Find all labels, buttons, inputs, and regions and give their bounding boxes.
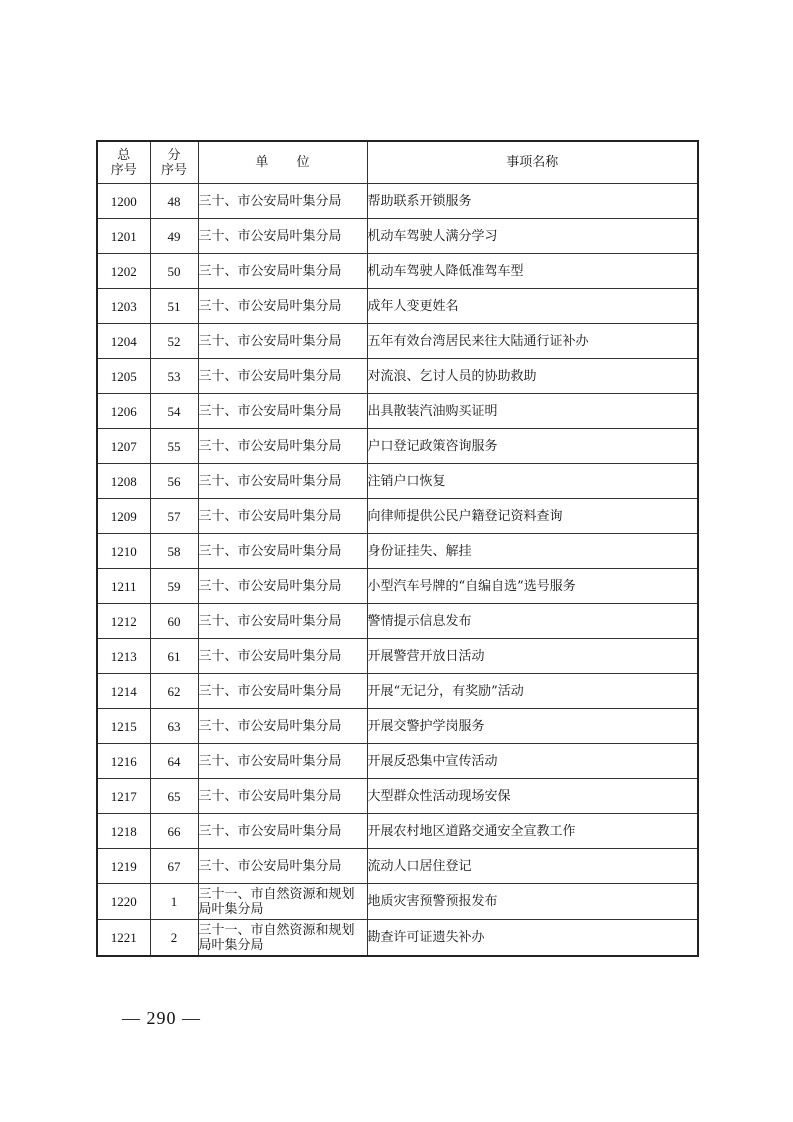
unit-cell: 三十、市公安局叶集分局: [198, 359, 367, 394]
total-seq-cell: 1210: [97, 534, 150, 569]
table-row: [97, 464, 698, 499]
sub-seq-cell: 2: [150, 920, 198, 957]
table-row: [97, 429, 698, 464]
table-row: [97, 744, 698, 779]
sub-seq-cell: 62: [150, 674, 198, 709]
table-row: [97, 569, 698, 604]
total-seq-cell: 1221: [97, 920, 150, 957]
item-name-cell: 身份证挂失、解挂: [367, 534, 698, 569]
table-row: [97, 184, 698, 219]
sub-seq-cell: 65: [150, 779, 198, 814]
item-name-cell: 开展反恐集中宣传活动: [367, 744, 698, 779]
unit-cell: 三十一、市自然资源和规划局叶集分局: [198, 884, 367, 920]
total-seq-cell: 1217: [97, 779, 150, 814]
total-seq-cell: 1211: [97, 569, 150, 604]
total-seq-cell: 1213: [97, 639, 150, 674]
unit-cell: 三十、市公安局叶集分局: [198, 254, 367, 289]
item-name-cell: 勘查许可证遗失补办: [367, 920, 698, 957]
sub-seq-cell: 52: [150, 324, 198, 359]
unit-cell: 三十、市公安局叶集分局: [198, 709, 367, 744]
sub-seq-cell: 58: [150, 534, 198, 569]
total-seq-cell: 1205: [97, 359, 150, 394]
item-name-cell: 开展农村地区道路交通安全宣教工作: [367, 814, 698, 849]
total-seq-cell: 1209: [97, 499, 150, 534]
unit-cell: 三十、市公安局叶集分局: [198, 744, 367, 779]
item-name-cell: 大型群众性活动现场安保: [367, 779, 698, 814]
unit-cell: 三十、市公安局叶集分局: [198, 499, 367, 534]
header-total-seq: 总 序号: [97, 141, 150, 184]
total-seq-cell: 1216: [97, 744, 150, 779]
total-seq-cell: 1219: [97, 849, 150, 884]
table-row: [97, 324, 698, 359]
table-row: [97, 289, 698, 324]
item-name-cell: 开展警营开放日活动: [367, 639, 698, 674]
sub-seq-cell: 49: [150, 219, 198, 254]
item-name-cell: 向律师提供公民户籍登记资料查询: [367, 499, 698, 534]
sub-seq-cell: 50: [150, 254, 198, 289]
unit-cell: 三十、市公安局叶集分局: [198, 814, 367, 849]
item-name-cell: 小型汽车号牌的“自编自选”选号服务: [367, 569, 698, 604]
unit-cell: 三十、市公安局叶集分局: [198, 604, 367, 639]
sub-seq-cell: 54: [150, 394, 198, 429]
unit-cell: 三十、市公安局叶集分局: [198, 289, 367, 324]
item-name-cell: 流动人口居住登记: [367, 849, 698, 884]
sub-seq-cell: 66: [150, 814, 198, 849]
table-row: [97, 534, 698, 569]
unit-cell: 三十、市公安局叶集分局: [198, 429, 367, 464]
total-seq-cell: 1201: [97, 219, 150, 254]
item-name-cell: 成年人变更姓名: [367, 289, 698, 324]
item-name-cell: 注销户口恢复: [367, 464, 698, 499]
table-body: [97, 184, 698, 957]
total-seq-cell: 1214: [97, 674, 150, 709]
unit-cell: 三十、市公安局叶集分局: [198, 219, 367, 254]
header-sub-seq: 分 序号: [150, 141, 198, 184]
total-seq-cell: 1212: [97, 604, 150, 639]
unit-cell: 三十、市公安局叶集分局: [198, 779, 367, 814]
total-seq-cell: 1206: [97, 394, 150, 429]
sub-seq-cell: 59: [150, 569, 198, 604]
page-number: — 290 —: [122, 1008, 201, 1028]
total-seq-cell: 1207: [97, 429, 150, 464]
service-items-table: [96, 140, 699, 957]
item-name-cell: 开展“无记分，有奖励”活动: [367, 674, 698, 709]
unit-cell: 三十、市公安局叶集分局: [198, 639, 367, 674]
item-name-cell: 地质灾害预警预报发布: [367, 884, 698, 920]
total-seq-cell: 1200: [97, 184, 150, 219]
table-row: [97, 709, 698, 744]
table-row: [97, 219, 698, 254]
sub-seq-cell: 61: [150, 639, 198, 674]
total-seq-cell: 1218: [97, 814, 150, 849]
total-seq-cell: 1208: [97, 464, 150, 499]
unit-cell: 三十、市公安局叶集分局: [198, 184, 367, 219]
item-name-cell: 帮助联系开锁服务: [367, 184, 698, 219]
sub-seq-cell: 55: [150, 429, 198, 464]
item-name-cell: 警情提示信息发布: [367, 604, 698, 639]
table-header-row: [97, 141, 698, 184]
sub-seq-cell: 60: [150, 604, 198, 639]
table-row: [97, 604, 698, 639]
table-row: [97, 499, 698, 534]
sub-seq-cell: 57: [150, 499, 198, 534]
unit-cell: 三十、市公安局叶集分局: [198, 674, 367, 709]
unit-cell: 三十、市公安局叶集分局: [198, 849, 367, 884]
table-row: [97, 394, 698, 429]
item-name-cell: 机动车驾驶人满分学习: [367, 219, 698, 254]
header-item-name: 事项名称: [367, 141, 698, 184]
sub-seq-cell: 56: [150, 464, 198, 499]
table-row: [97, 779, 698, 814]
sub-seq-cell: 67: [150, 849, 198, 884]
unit-cell: 三十、市公安局叶集分局: [198, 534, 367, 569]
table-row: [97, 254, 698, 289]
sub-seq-cell: 51: [150, 289, 198, 324]
table-row: [97, 639, 698, 674]
table-row: [97, 359, 698, 394]
sub-seq-cell: 63: [150, 709, 198, 744]
unit-cell: 三十、市公安局叶集分局: [198, 324, 367, 359]
item-name-cell: 户口登记政策咨询服务: [367, 429, 698, 464]
table-row: [97, 849, 698, 884]
total-seq-cell: 1215: [97, 709, 150, 744]
table-row: [97, 920, 698, 957]
table-row: [97, 674, 698, 709]
sub-seq-cell: 64: [150, 744, 198, 779]
sub-seq-cell: 1: [150, 884, 198, 920]
total-seq-cell: 1203: [97, 289, 150, 324]
unit-cell: 三十、市公安局叶集分局: [198, 569, 367, 604]
unit-cell: 三十一、市自然资源和规划局叶集分局: [198, 920, 367, 957]
item-name-cell: 开展交警护学岗服务: [367, 709, 698, 744]
unit-cell: 三十、市公安局叶集分局: [198, 394, 367, 429]
total-seq-cell: 1220: [97, 884, 150, 920]
total-seq-cell: 1204: [97, 324, 150, 359]
unit-cell: 三十、市公安局叶集分局: [198, 464, 367, 499]
total-seq-cell: 1202: [97, 254, 150, 289]
header-unit: 单 位: [198, 141, 367, 184]
sub-seq-cell: 48: [150, 184, 198, 219]
table-row: [97, 814, 698, 849]
table-row: [97, 884, 698, 920]
sub-seq-cell: 53: [150, 359, 198, 394]
item-name-cell: 五年有效台湾居民来往大陆通行证补办: [367, 324, 698, 359]
item-name-cell: 机动车驾驶人降低准驾车型: [367, 254, 698, 289]
item-name-cell: 对流浪、乞讨人员的协助救助: [367, 359, 698, 394]
item-name-cell: 出具散装汽油购买证明: [367, 394, 698, 429]
